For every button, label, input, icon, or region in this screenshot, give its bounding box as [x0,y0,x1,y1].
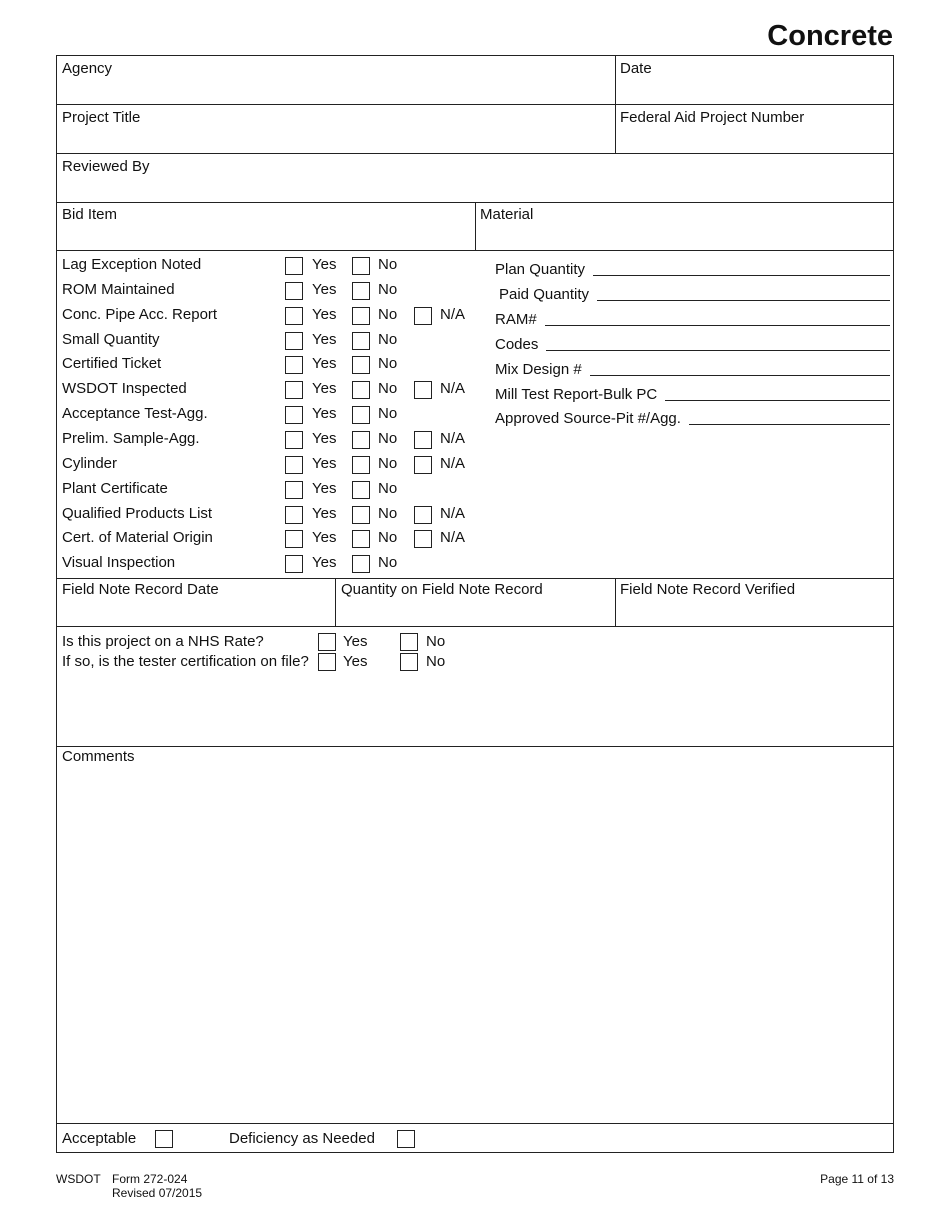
checklist-yes-label: Yes [312,529,337,546]
checklist-item-label: Visual Inspection [62,554,176,571]
checklist-no-label: No [378,281,398,298]
checklist-item-label: Conc. Pipe Acc. Report [62,306,218,323]
checklist-yes-label: Yes [312,281,337,298]
tester-yes-label: Yes [343,653,368,670]
field-label: Paid Quantity [499,286,590,303]
checklist-yes-checkbox[interactable] [285,481,303,499]
checklist-yes-label: Yes [312,480,337,497]
checklist-yes-checkbox[interactable] [285,530,303,548]
field-label: RAM# [495,311,537,328]
nhs-yes-checkbox[interactable] [318,633,336,651]
checklist-no-checkbox[interactable] [352,555,370,573]
project-title-field[interactable] [56,104,616,154]
checklist-item-label: Certified Ticket [62,355,162,372]
federal-aid-label: Federal Aid Project Number [620,109,805,126]
field-input-line[interactable] [546,350,890,351]
checklist-yes-label: Yes [312,505,337,522]
nhs-no-checkbox[interactable] [400,633,418,651]
field-note-verified-field[interactable] [615,578,894,627]
checklist-na-label: N/A [440,380,466,397]
field-note-date-label: Field Note Record Date [62,581,219,598]
checklist-na-checkbox[interactable] [414,530,432,548]
date-label: Date [620,60,652,77]
tester-yes-checkbox[interactable] [318,653,336,671]
checklist-yes-label: Yes [312,380,337,397]
checklist-no-label: No [378,331,398,348]
nhs-section [56,626,894,747]
checklist-no-label: No [378,380,398,397]
date-field[interactable] [615,55,894,105]
checklist-no-label: No [378,455,398,472]
checklist-yes-checkbox[interactable] [285,257,303,275]
checklist-no-checkbox[interactable] [352,356,370,374]
tester-no-label: No [426,653,446,670]
checklist-yes-checkbox[interactable] [285,356,303,374]
field-note-quantity-field[interactable] [335,578,616,627]
checklist-yes-checkbox[interactable] [285,456,303,474]
footer-form: Form 272-024 [112,1172,188,1186]
field-label: Plan Quantity [495,261,586,278]
checklist-yes-label: Yes [312,430,337,447]
checklist-na-label: N/A [440,306,466,323]
checklist-yes-label: Yes [312,331,337,348]
checklist-no-checkbox[interactable] [352,530,370,548]
checklist-yes-label: Yes [312,306,337,323]
checklist-na-label: N/A [440,505,466,522]
checklist-no-label: No [378,306,398,323]
nhs-no-label: No [426,633,446,650]
checklist-no-checkbox[interactable] [352,332,370,350]
checklist-no-checkbox[interactable] [352,481,370,499]
checklist-yes-label: Yes [312,405,337,422]
checklist-no-checkbox[interactable] [352,307,370,325]
field-input-line[interactable] [665,400,890,401]
material-field[interactable] [475,202,894,251]
checklist-item-label: Lag Exception Noted [62,256,202,273]
checklist-yes-checkbox[interactable] [285,282,303,300]
checklist-item-label: WSDOT Inspected [62,380,187,397]
field-label: Mix Design # [495,361,582,378]
checklist-no-checkbox[interactable] [352,431,370,449]
checklist-yes-checkbox[interactable] [285,506,303,524]
checklist-na-checkbox[interactable] [414,431,432,449]
checklist-no-label: No [378,430,398,447]
checklist-na-label: N/A [440,430,466,447]
material-label: Material [480,206,534,223]
checklist-yes-checkbox[interactable] [285,332,303,350]
acceptable-label: Acceptable [62,1130,137,1147]
checklist-no-label: No [378,355,398,372]
checklist-no-checkbox[interactable] [352,381,370,399]
checklist-yes-label: Yes [312,256,337,273]
checklist-na-checkbox[interactable] [414,381,432,399]
nhs-yes-label: Yes [343,633,368,650]
project-title-label: Project Title [62,109,141,126]
checklist-no-label: No [378,529,398,546]
checklist-no-label: No [378,505,398,522]
checklist-no-checkbox[interactable] [352,456,370,474]
field-input-line[interactable] [590,375,890,376]
checklist-no-checkbox[interactable] [352,257,370,275]
checklist-yes-checkbox[interactable] [285,555,303,573]
checklist-no-label: No [378,554,398,571]
field-note-quantity-label: Quantity on Field Note Record [341,581,543,598]
comments-label: Comments [62,748,135,765]
checklist-yes-checkbox[interactable] [285,381,303,399]
acceptance-row [56,1123,894,1153]
bid-item-label: Bid Item [62,206,118,223]
checklist-na-checkbox[interactable] [414,307,432,325]
checklist-item-label: ROM Maintained [62,281,175,298]
field-label: Codes [495,336,539,353]
footer-page: Page 11 of 13 [820,1172,894,1186]
bid-item-field[interactable] [56,202,476,251]
tester-no-checkbox[interactable] [400,653,418,671]
comments-field[interactable] [56,746,894,1124]
checklist-item-label: Small Quantity [62,331,160,348]
checklist-no-label: No [378,256,398,273]
field-input-line[interactable] [545,325,890,326]
federal-aid-field[interactable] [615,104,894,154]
deficiency-checkbox[interactable] [397,1130,415,1148]
checklist-no-checkbox[interactable] [352,282,370,300]
reviewed-by-field[interactable] [56,153,894,203]
checklist-no-label: No [378,480,398,497]
acceptable-checkbox[interactable] [155,1130,173,1148]
footer-agency: WSDOT [56,1172,101,1186]
tester-cert-question: If so, is the tester certification on file? [62,653,309,670]
checklist-yes-label: Yes [312,355,337,372]
field-label: Mill Test Report-Bulk PC [495,386,658,403]
field-input-line[interactable] [597,300,890,301]
field-input-line[interactable] [593,275,890,276]
checklist-item-label: Cert. of Material Origin [62,529,213,546]
checklist-no-checkbox[interactable] [352,506,370,524]
checklist-item-label: Cylinder [62,455,118,472]
checklist-no-checkbox[interactable] [352,406,370,424]
checklist-yes-label: Yes [312,554,337,571]
checklist-item-label: Qualified Products List [62,505,213,522]
footer-revised: Revised 07/2015 [112,1186,203,1200]
agency-label: Agency [62,60,113,77]
field-input-line[interactable] [689,424,890,425]
checklist-na-label: N/A [440,529,466,546]
field-label: Approved Source-Pit #/Agg. [495,410,681,427]
field-note-verified-label: Field Note Record Verified [620,581,796,598]
checklist-na-checkbox[interactable] [414,456,432,474]
agency-field[interactable] [56,55,616,105]
checklist-item-label: Prelim. Sample-Agg. [62,430,200,447]
checklist-item-label: Acceptance Test-Agg. [62,405,208,422]
deficiency-label: Deficiency as Needed [229,1130,375,1147]
checklist-yes-checkbox[interactable] [285,307,303,325]
nhs-question: Is this project on a NHS Rate? [62,633,264,650]
checklist-item-label: Plant Certificate [62,480,168,497]
field-note-date-field[interactable] [56,578,336,627]
checklist-na-label: N/A [440,455,466,472]
form-title: Concrete [767,20,893,52]
checklist-no-label: No [378,405,398,422]
checklist-yes-label: Yes [312,455,337,472]
reviewed-by-label: Reviewed By [62,158,150,175]
checklist-yes-checkbox[interactable] [285,406,303,424]
checklist-na-checkbox[interactable] [414,506,432,524]
checklist-yes-checkbox[interactable] [285,431,303,449]
